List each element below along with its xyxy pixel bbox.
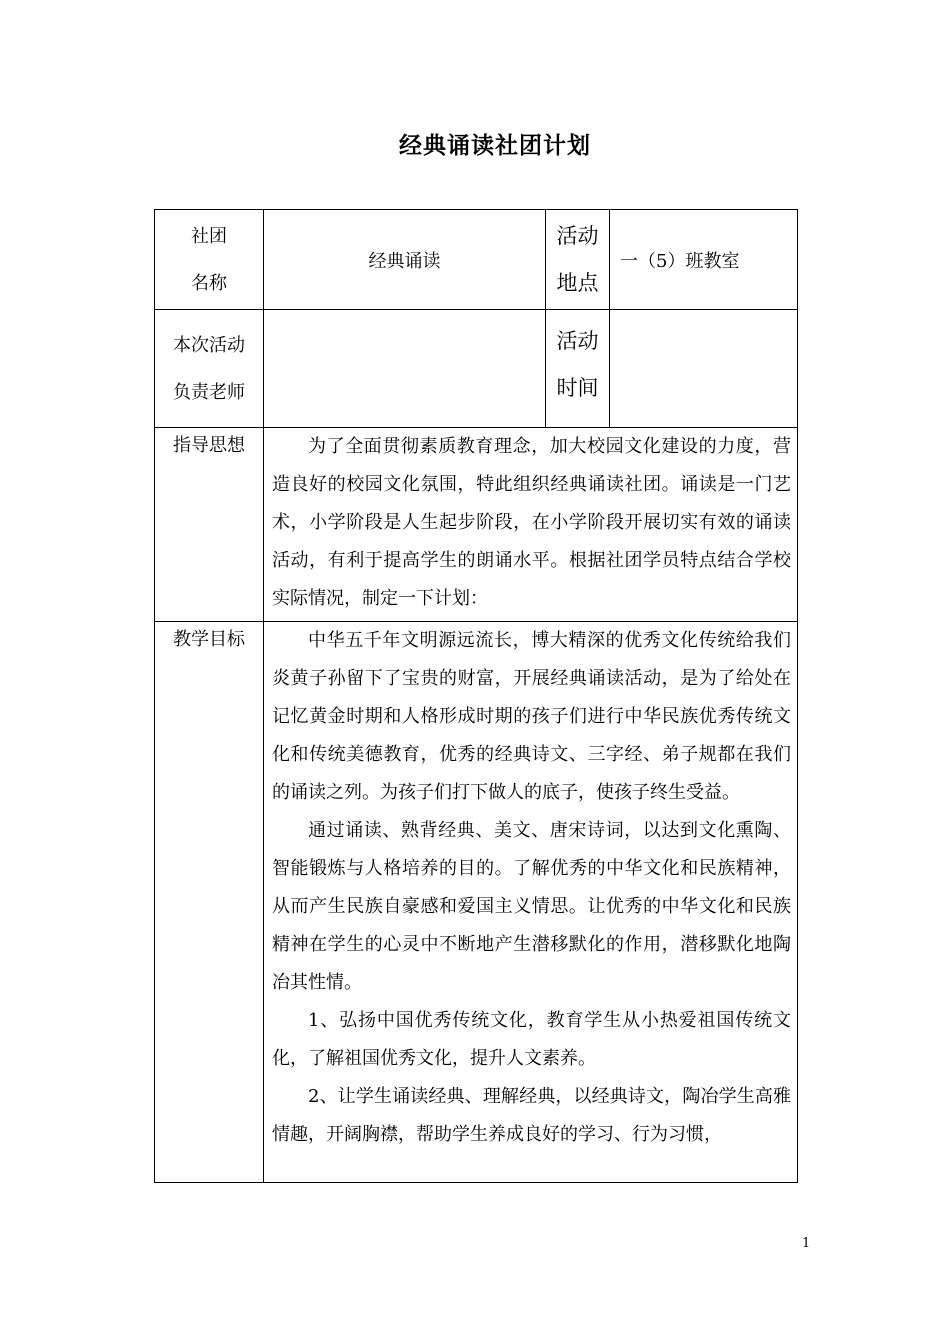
guiding-content — [264, 428, 798, 622]
time-label — [546, 310, 610, 428]
goals-paragraph-3: 1、弘扬中国优秀传统文化，教育学生从小热爱祖国传统文化，了解祖国优秀文化，提升人文素养。 — [272, 1010, 791, 1069]
club-name-label-line2: 名称 — [191, 272, 227, 294]
venue-label-line2: 地点 — [556, 270, 599, 295]
club-name-label-line1: 社团 — [191, 225, 227, 247]
teacher-label-line1: 本次活动 — [173, 335, 245, 356]
teacher-value — [264, 310, 546, 428]
venue-value: 一（5）班教室 — [610, 210, 798, 310]
guiding-label: 指导思想 — [155, 428, 264, 622]
page-title: 经典诵读社团计划 — [399, 132, 591, 159]
venue-label-line1: 活动 — [556, 223, 599, 248]
time-value — [610, 310, 798, 428]
goals-label: 教学目标 — [155, 622, 264, 1183]
goals-paragraph-2: 通过诵读、熟背经典、美文、唐宋诗词，以达到文化熏陶、智能锻炼与人格培养的目的。了解优秀的中华文化和民族精神，从而产生民族自豪感和爱国主义情思。让优秀的中华文化和民族精神在学生的心灵中不断地产生潜移默化的作用，潜移默化地陶冶其性情。 — [272, 820, 791, 993]
goals-paragraph-1: 中华五千年文明源远流长，博大精深的优秀文化传统给我们炎黄子孙留下了宝贵的财富，开展经典诵读活动，是为了给处在记忆黄金时期和人格形成时期的孩子们进行中华民族优秀传统文化和传统美德教育，优秀的经典诗文、三字经、弟子规都在我们的诵读之列。为孩子们打下做人的底子，使孩子终生受益。 — [272, 630, 791, 803]
page-number: 1 — [802, 1236, 811, 1251]
teacher-label-line2: 负责老师 — [173, 382, 245, 403]
goals-content — [264, 622, 798, 1183]
time-label-line1: 活动 — [556, 329, 599, 353]
goals-paragraph-4: 2、让学生诵读经典、理解经典，以经典诗文，陶冶学生高雅情趣，开阔胸襟，帮助学生养成良好的学习、行为习惯， — [272, 1086, 791, 1145]
guiding-paragraph: 为了全面贯彻素质教育理念，加大校园文化建设的力度，营造良好的校园文化氛围，特此组织经典诵读社团。诵读是一门艺术，小学阶段是人生起步阶段，在小学阶段开展切实有效的诵读活动，有利于提高学生的朗诵水平。根据社团学员特点结合学校实际情况，制定一下计划： — [272, 436, 791, 609]
plan-table — [154, 209, 798, 1183]
club-name-label — [155, 210, 264, 310]
time-label-line2: 时间 — [556, 376, 599, 400]
club-name-value: 经典诵读 — [264, 210, 546, 310]
venue-label — [546, 210, 610, 310]
teacher-label — [155, 310, 264, 428]
